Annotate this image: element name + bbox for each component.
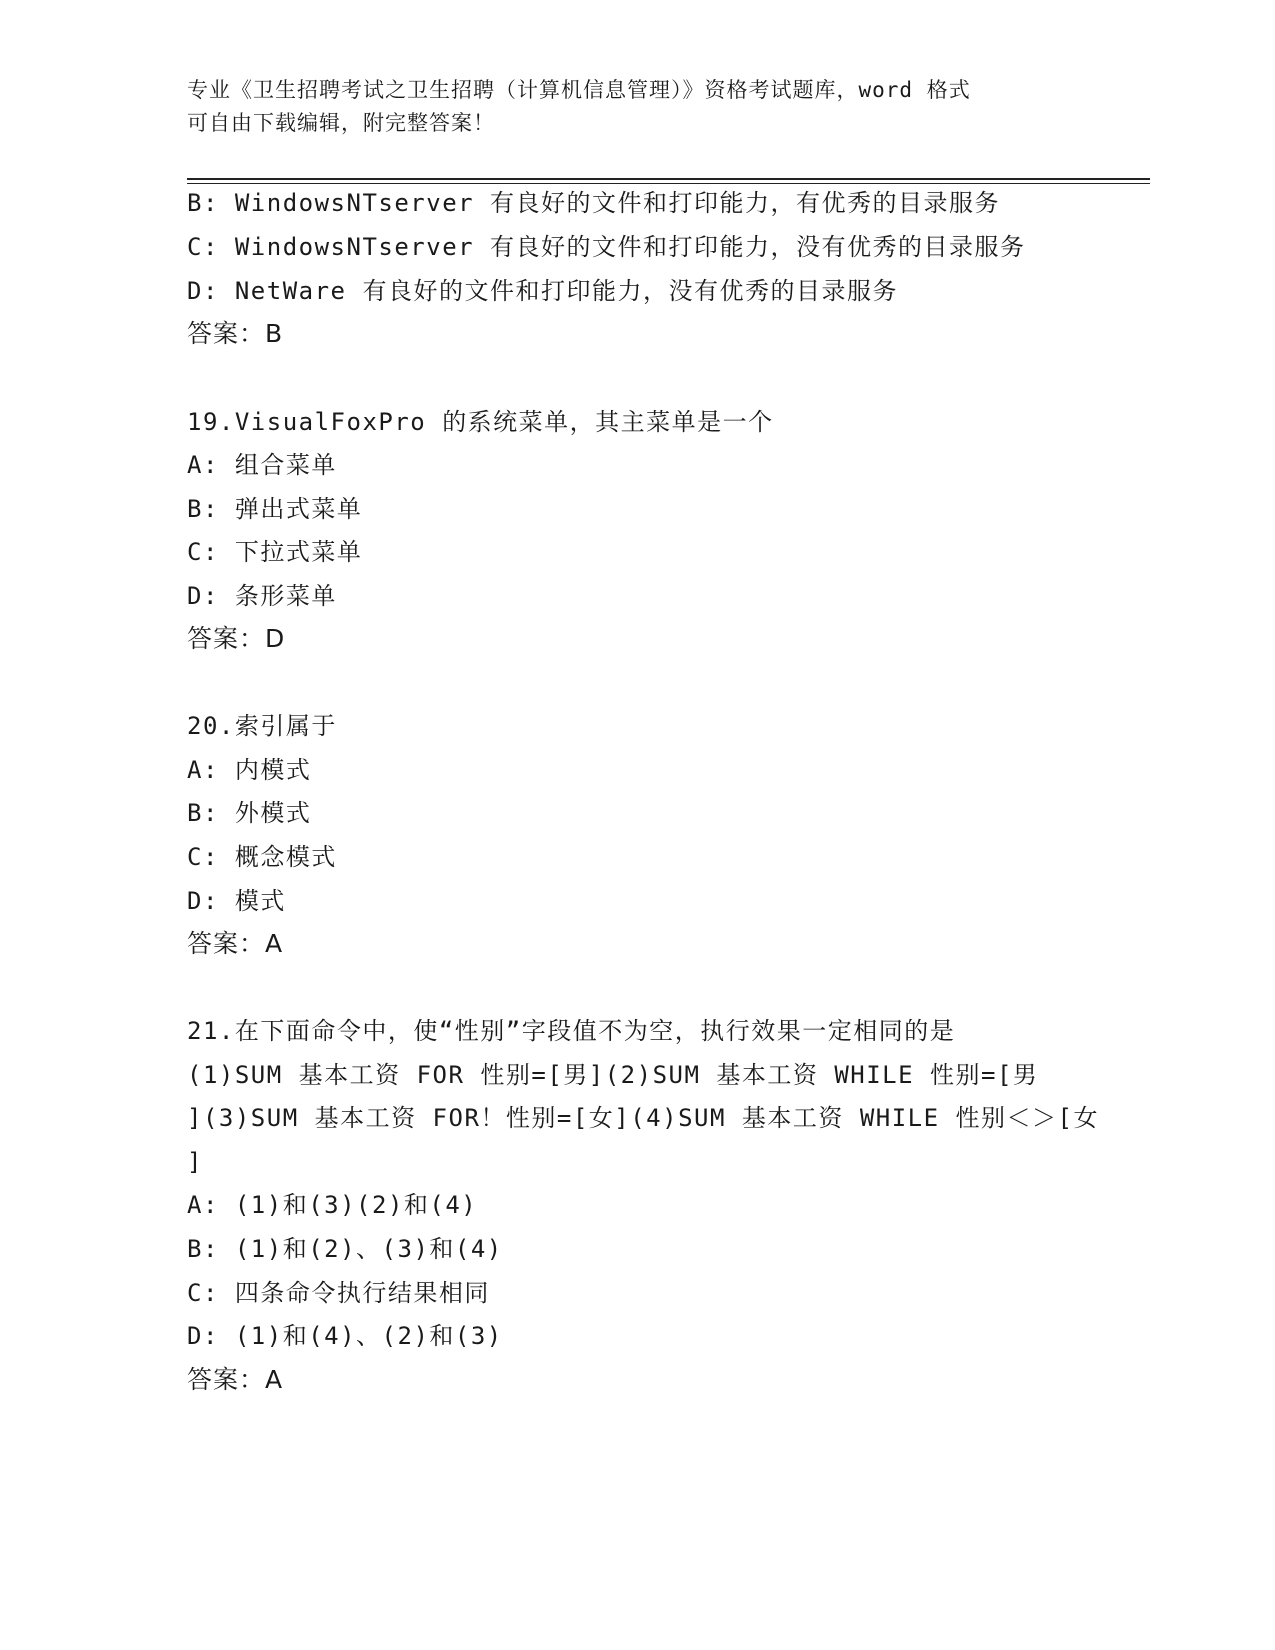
q21-option-d: D: (1)和(4)、(2)和(3) <box>187 1322 503 1350</box>
q19-stem: 19.VisualFoxPro 的系统菜单，其主菜单是一个 <box>187 408 774 436</box>
q21-stem-line-2: (1)SUM 基本工资 FOR 性别=[男](2)SUM 基本工资 WHILE 性别=[男 <box>187 1061 1039 1089</box>
header-line-2: 可自由下载编辑，附完整答案！ <box>187 111 495 135</box>
header-divider-thick <box>187 178 1150 180</box>
header-line-1: 专业《卫生招聘考试之卫生招聘（计算机信息管理）》资格考试题库，word 格式 <box>187 78 971 102</box>
q18-option-b: B: WindowsNTserver 有良好的文件和打印能力，有优秀的目录服务 <box>187 189 1001 217</box>
q20-stem: 20.索引属于 <box>187 712 337 740</box>
q19-answer: 答案：D <box>187 624 286 653</box>
q20-option-b: B: 外模式 <box>187 799 312 827</box>
q19-option-a: A: 组合菜单 <box>187 451 337 479</box>
q21-answer: 答案：A <box>187 1365 284 1394</box>
document-header <box>187 74 1087 140</box>
q20-answer: 答案：A <box>187 929 284 958</box>
q19-option-d: D: 条形菜单 <box>187 582 337 610</box>
q21-stem-line-4: ] <box>187 1148 203 1176</box>
q21-option-b: B: (1)和(2)、(3)和(4) <box>187 1235 503 1263</box>
q19-option-b: B: 弹出式菜单 <box>187 495 363 523</box>
q18-option-d: D: NetWare 有良好的文件和打印能力，没有优秀的目录服务 <box>187 277 898 305</box>
q21-stem-line-1: 21.在下面命令中，使“性别”字段值不为空，执行效果一定相同的是 <box>187 1017 956 1045</box>
q21-option-c: C: 四条命令执行结果相同 <box>187 1279 490 1307</box>
q19-option-c: C: 下拉式菜单 <box>187 538 363 566</box>
q21-option-a: A: (1)和(3)(2)和(4) <box>187 1191 478 1219</box>
q20-option-d: D: 模式 <box>187 887 286 915</box>
header-divider-thin <box>187 183 1150 184</box>
q20-option-c: C: 概念模式 <box>187 843 337 871</box>
q18-option-c: C: WindowsNTserver 有良好的文件和打印能力，没有优秀的目录服务 <box>187 233 1026 261</box>
q18-answer: 答案：B <box>187 319 284 348</box>
q20-option-a: A: 内模式 <box>187 756 312 784</box>
q21-stem-line-3: ](3)SUM 基本工资 FOR！性别=[女](4)SUM 基本工资 WHILE 性别＜＞[女 <box>187 1104 1099 1132</box>
